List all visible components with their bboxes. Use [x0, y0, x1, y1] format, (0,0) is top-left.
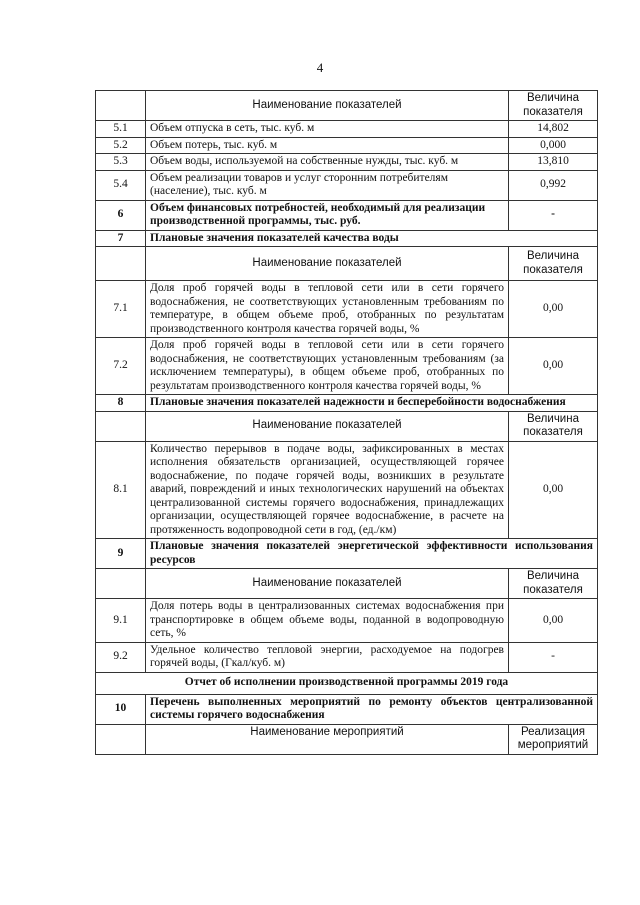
- section-title: Плановые значения показателей энергетической эффективности использования ресурсов: [146, 539, 598, 569]
- table-row: [96, 441, 598, 539]
- section-title: Плановые значения показателей качества воды: [146, 230, 598, 247]
- num-header-cell: [96, 411, 146, 441]
- section-row: [96, 539, 598, 569]
- row-number: 5.1: [96, 121, 146, 138]
- row-number: 5.2: [96, 137, 146, 154]
- table-header-row: [96, 247, 598, 281]
- row-value: 14,802: [509, 121, 598, 138]
- table-row: [96, 154, 598, 171]
- row-value: 0,992: [509, 170, 598, 200]
- num-header-cell: [96, 724, 146, 754]
- row-name: Объем потерь, тыс. куб. м: [146, 137, 509, 154]
- row-name: Количество перерывов в подаче воды, зафиксированных в местах исполнения обязательств организацией, осуществляющей горячее водоснабжение, по подаче горячей воды, возникших в результате аварий, повреждений и иных технологических нарушений на объектах централизованной системы горячего водоснабжения, принадлежащих организации, осуществляющей горячее водоснабжение, в расчете на протяженность водопроводной сети в год, (ед./км): [146, 441, 509, 539]
- table-header-row: [96, 569, 598, 599]
- row-name: Объем воды, используемой на собственные нужды, тыс. куб. м: [146, 154, 509, 171]
- indicators-table: [95, 90, 598, 755]
- num-header-cell: [96, 247, 146, 281]
- name-column-header: Наименование показателей: [146, 569, 509, 599]
- table-row: [96, 170, 598, 200]
- report-title: Отчет об исполнении производственной программы 2019 года: [96, 672, 598, 694]
- section-row: [96, 200, 598, 230]
- row-value: -: [509, 642, 598, 672]
- section-title: Плановые значения показателей надежности и бесперебойности водоснабжения: [146, 395, 598, 412]
- section-row: [96, 395, 598, 412]
- row-number: 7.1: [96, 281, 146, 338]
- row-value: 0,00: [509, 281, 598, 338]
- section-number: 6: [96, 200, 146, 230]
- row-number: 5.3: [96, 154, 146, 171]
- section-number: 7: [96, 230, 146, 247]
- row-name: Удельное количество тепловой энергии, расходуемое на подогрев горячей воды, (Гкал/куб. м): [146, 642, 509, 672]
- row-number: 7.2: [96, 338, 146, 395]
- section-number: 10: [96, 694, 146, 724]
- row-name: Доля проб горячей воды в тепловой сети или в сети горячего водоснабжения, не соответствующих установленным требованиям (за исключением температуры), в общем объеме проб, отобранных по результатам производственного контроля качества горячей воды, %: [146, 338, 509, 395]
- num-header-cell: [96, 569, 146, 599]
- row-value: 0,00: [509, 338, 598, 395]
- name-column-header: Наименование показателей: [146, 411, 509, 441]
- row-number: 8.1: [96, 441, 146, 539]
- section-title: Перечень выполненных мероприятий по ремонту объектов централизованной системы горячего водоснабжения: [146, 694, 598, 724]
- row-number: 5.4: [96, 170, 146, 200]
- table-row: [96, 599, 598, 643]
- value-column-header: Величина показателя: [509, 569, 598, 599]
- name-column-header: Наименование показателей: [146, 247, 509, 281]
- row-number: 9.1: [96, 599, 146, 643]
- table-header-row: [96, 91, 598, 121]
- table-row: [96, 121, 598, 138]
- row-number: 9.2: [96, 642, 146, 672]
- report-title-row: [96, 672, 598, 694]
- section-number: 9: [96, 539, 146, 569]
- section-row: [96, 694, 598, 724]
- row-name: Объем отпуска в сеть, тыс. куб. м: [146, 121, 509, 138]
- table-header-row: [96, 411, 598, 441]
- row-value: 0,000: [509, 137, 598, 154]
- row-value: 0,00: [509, 441, 598, 539]
- row-name: Доля проб горячей воды в тепловой сети или в сети горячего водоснабжения, не соответствующих установленным требованиям по температуре, в общем объеме проб, отобранных по результатам производственного контроля качества горячей воды, %: [146, 281, 509, 338]
- page-number: 4: [316, 60, 324, 75]
- section-title: Объем финансовых потребностей, необходимый для реализации производственной программы, тыс. руб.: [146, 200, 509, 230]
- num-header-cell: [96, 91, 146, 121]
- value-column-header: Величина показателя: [509, 411, 598, 441]
- row-value: 13,810: [509, 154, 598, 171]
- value-column-header: Величина показателя: [509, 247, 598, 281]
- section-row: [96, 230, 598, 247]
- row-value: 0,00: [509, 599, 598, 643]
- section-number: 8: [96, 395, 146, 412]
- value-column-header: Величина показателя: [509, 91, 598, 121]
- table-header-row: [96, 724, 598, 754]
- table-row: [96, 281, 598, 338]
- table-row: [96, 137, 598, 154]
- activities-column-header: Наименование мероприятий: [146, 724, 509, 754]
- row-name: Объем реализации товаров и услуг сторонним потребителям (население), тыс. куб. м: [146, 170, 509, 200]
- row-name: Доля потерь воды в централизованных системах водоснабжения при транспортировке в общем объеме воды, поданной в водопроводную сеть, %: [146, 599, 509, 643]
- section-value: -: [509, 200, 598, 230]
- table-row: [96, 642, 598, 672]
- table-row: [96, 338, 598, 395]
- implementation-column-header: Реализация мероприятий: [509, 724, 598, 754]
- name-column-header: Наименование показателей: [146, 91, 509, 121]
